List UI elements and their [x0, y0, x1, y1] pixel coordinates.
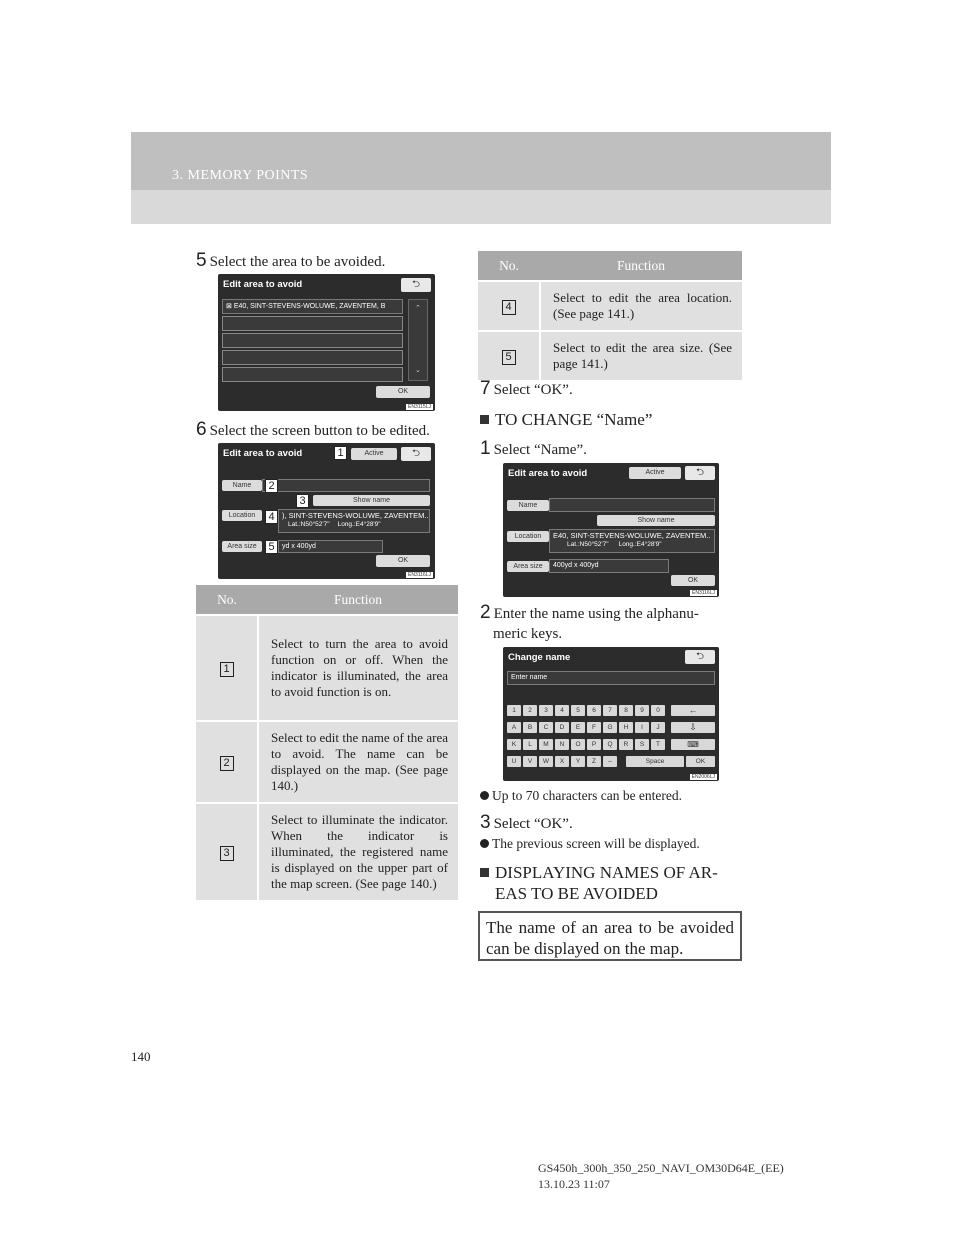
location-value: ), SINT-STEVENS-WOLUWE, ZAVENTEM..	[282, 511, 429, 520]
key[interactable]: D	[555, 722, 569, 733]
key[interactable]: A	[507, 722, 521, 733]
key[interactable]: 6	[587, 705, 601, 716]
latitude: Lat.:N50°52'7"	[288, 521, 330, 528]
key[interactable]: W	[539, 756, 553, 767]
bullet-item: Up to 70 characters can be entered.	[480, 788, 682, 804]
key[interactable]: S	[635, 739, 649, 750]
back-button[interactable]: ⮌	[685, 466, 715, 480]
ok-button[interactable]: OK	[376, 555, 430, 567]
image-code: EN3116LJ	[408, 572, 431, 578]
screen-title: Edit area to avoid	[223, 279, 303, 290]
area-size-value: 400yd x 400yd	[549, 559, 669, 573]
key[interactable]: 3	[539, 705, 553, 716]
step-5	[196, 250, 385, 272]
step-text: Select “OK”.	[493, 816, 573, 832]
step-number: 2	[480, 602, 491, 623]
col-no: No.	[196, 585, 258, 615]
key[interactable]: X	[555, 756, 569, 767]
key[interactable]: M	[539, 739, 553, 750]
step-2	[480, 603, 699, 644]
scroll-down-icon[interactable]: ⌄	[415, 367, 421, 374]
table-row	[196, 615, 458, 721]
section-heading	[480, 409, 652, 430]
table-row	[196, 803, 458, 900]
ok-button[interactable]: OK	[686, 756, 715, 767]
table-row	[196, 721, 458, 803]
callout-5: 5	[265, 540, 278, 554]
key[interactable]: I	[635, 722, 649, 733]
step-text: Select the screen button to be edited.	[209, 423, 430, 439]
longitude: Long.:E4°28'9"	[337, 521, 381, 528]
print-date: 13.10.23 11:07	[538, 1177, 610, 1191]
key[interactable]: Y	[571, 756, 585, 767]
heading-text: TO CHANGE “Name”	[495, 410, 653, 429]
show-name-button[interactable]: Show name	[313, 495, 430, 506]
name-field	[549, 498, 715, 512]
key[interactable]: 2	[523, 705, 537, 716]
row-number: 5	[502, 350, 516, 365]
header-subbar	[131, 190, 831, 224]
list-row-empty[interactable]	[222, 367, 403, 382]
key[interactable]: N	[555, 739, 569, 750]
key[interactable]: L	[523, 739, 537, 750]
show-name-button[interactable]: Show name	[597, 515, 715, 526]
callout-1: 1	[334, 446, 347, 460]
step-6	[196, 419, 430, 441]
step-number: 6	[196, 419, 207, 440]
name-input[interactable]: Enter name	[507, 671, 715, 685]
latitude: Lat.:N50°52'7"	[567, 541, 609, 548]
location-button[interactable]: Location	[507, 531, 549, 542]
step-3	[480, 812, 573, 834]
step-1	[480, 438, 587, 460]
key[interactable]: 5	[571, 705, 585, 716]
back-button[interactable]: ⮌	[401, 278, 431, 292]
list-row-empty[interactable]	[222, 316, 403, 331]
row-number: 4	[502, 300, 516, 315]
area-name: E40, SINT-STEVENS-WOLUWE, ZAVENTEM, B	[233, 303, 386, 310]
key[interactable]: 9	[635, 705, 649, 716]
row-text: Select to illuminate the indicator. When the indicator is illuminated, the registered name is displayed on the upper part of the map screen. (See page 140.)	[258, 803, 458, 900]
back-button[interactable]: ⮌	[685, 650, 715, 664]
bullet-item: The previous screen will be displayed.	[480, 836, 700, 852]
key[interactable]: R	[619, 739, 633, 750]
key[interactable]: H	[619, 722, 633, 733]
section-heading	[480, 862, 718, 904]
step-number: 5	[196, 250, 207, 271]
list-item-area[interactable]	[222, 299, 403, 314]
key[interactable]: K	[507, 739, 521, 750]
key[interactable]: J	[651, 722, 665, 733]
row-text: Select to edit the area size. (See page 141.)	[540, 331, 742, 380]
screen-title: Edit area to avoid	[508, 468, 588, 479]
key[interactable]: Q	[603, 739, 617, 750]
key[interactable]: 4	[555, 705, 569, 716]
name-field	[262, 479, 430, 492]
key[interactable]: 1	[507, 705, 521, 716]
square-bullet-icon	[480, 415, 489, 424]
callout-2: 2	[265, 479, 278, 493]
area-icon: ⊠	[226, 303, 232, 310]
screen-title: Edit area to avoid	[223, 448, 303, 459]
key[interactable]: 7	[603, 705, 617, 716]
step-7	[480, 378, 573, 400]
step-number: 1	[480, 438, 491, 459]
table-row	[478, 281, 742, 331]
callout-4: 4	[265, 510, 278, 524]
keyboard-icon[interactable]: ⌨	[671, 739, 715, 750]
image-code: EN3116LJ	[692, 590, 715, 596]
table-row	[478, 331, 742, 380]
footer-info	[538, 1160, 784, 1192]
screen-title: Change name	[508, 652, 571, 663]
key[interactable]: 8	[619, 705, 633, 716]
area-size-button[interactable]: Area size	[222, 541, 262, 552]
col-function: Function	[258, 585, 458, 615]
row-text: Select to edit the name of the area to avoid. The name can be displayed on the map. (See page 140.)	[258, 721, 458, 803]
area-size-button[interactable]: Area size	[507, 561, 549, 572]
heading-text-cont: EAS TO BE AVOIDED	[495, 884, 658, 903]
step-number: 7	[480, 378, 491, 399]
name-button[interactable]: Name	[507, 500, 549, 511]
square-bullet-icon	[480, 868, 489, 877]
ok-button[interactable]: OK	[671, 575, 715, 586]
space-key[interactable]: Space	[626, 756, 684, 767]
row-text: Select to edit the area location. (See page 141.)	[540, 281, 742, 331]
heading-text: DISPLAYING NAMES OF AR-	[495, 863, 718, 882]
active-button[interactable]: Active	[351, 448, 397, 460]
location-value: E40, SINT-STEVENS-WOLUWE, ZAVENTEM..	[553, 531, 711, 540]
key[interactable]: V	[523, 756, 537, 767]
step-number: 3	[480, 812, 491, 833]
key[interactable]: F	[587, 722, 601, 733]
image-code: EN2006LJ	[691, 774, 715, 780]
key[interactable]: G	[603, 722, 617, 733]
col-no: No.	[478, 251, 540, 281]
callout-3: 3	[296, 494, 309, 508]
image-code: EN3115LJ	[408, 404, 431, 410]
location-button[interactable]: Location	[222, 510, 262, 521]
key[interactable]: C	[539, 722, 553, 733]
screen-change-name	[503, 647, 719, 781]
area-size-value: yd x 400yd	[278, 540, 383, 553]
page-number: 140	[131, 1049, 151, 1064]
row-number: 1	[220, 662, 234, 677]
ok-button[interactable]: OK	[376, 386, 430, 398]
step-text-cont: meric keys.	[493, 626, 563, 642]
document-id: GS450h_300h_350_250_NAVI_OM30D64E_(EE)	[538, 1161, 784, 1175]
key[interactable]: 0	[651, 705, 665, 716]
key[interactable]: U	[507, 756, 521, 767]
key[interactable]: E	[571, 722, 585, 733]
key[interactable]: P	[587, 739, 601, 750]
step-text: Select “Name”.	[493, 442, 587, 458]
list-row-empty[interactable]	[222, 333, 403, 348]
step-text: Enter the name using the alphanu-	[493, 606, 699, 622]
section-title: 3. MEMORY POINTS	[172, 168, 309, 183]
function-table-right	[478, 251, 742, 380]
location-field	[278, 509, 430, 533]
row-text: Select to turn the area to avoid function on or off. When the indicator is illuminated, the area to avoid function is on.	[258, 615, 458, 721]
list-row-empty[interactable]	[222, 350, 403, 365]
location-field	[549, 529, 715, 553]
row-number: 3	[220, 846, 234, 861]
screen-edit-area-name	[503, 463, 719, 597]
row-number: 2	[220, 756, 234, 771]
backspace-icon[interactable]: ←	[671, 705, 715, 716]
key[interactable]: Z	[587, 756, 601, 767]
key[interactable]: O	[571, 739, 585, 750]
step-text: Select the area to be avoided.	[209, 254, 386, 270]
active-button[interactable]: Active	[629, 467, 681, 479]
scroll-up-icon[interactable]: ⌃	[415, 305, 421, 312]
key[interactable]: T	[651, 739, 665, 750]
col-function: Function	[540, 251, 742, 281]
key[interactable]: B	[523, 722, 537, 733]
key[interactable]: –	[603, 756, 617, 767]
back-button[interactable]: ⮌	[401, 447, 431, 461]
screen-edit-area	[218, 443, 435, 579]
function-table-left	[196, 585, 458, 900]
longitude: Long.:E4°28'9"	[618, 541, 662, 548]
step-text: Select “OK”.	[493, 382, 573, 398]
scrollbar[interactable]	[408, 299, 428, 381]
name-button[interactable]: Name	[222, 480, 262, 491]
screen-edit-area-list	[218, 274, 435, 411]
shift-icon[interactable]: ⇩	[671, 722, 715, 733]
note-box: The name of an area to be avoided can be displayed on the map.	[478, 911, 742, 961]
